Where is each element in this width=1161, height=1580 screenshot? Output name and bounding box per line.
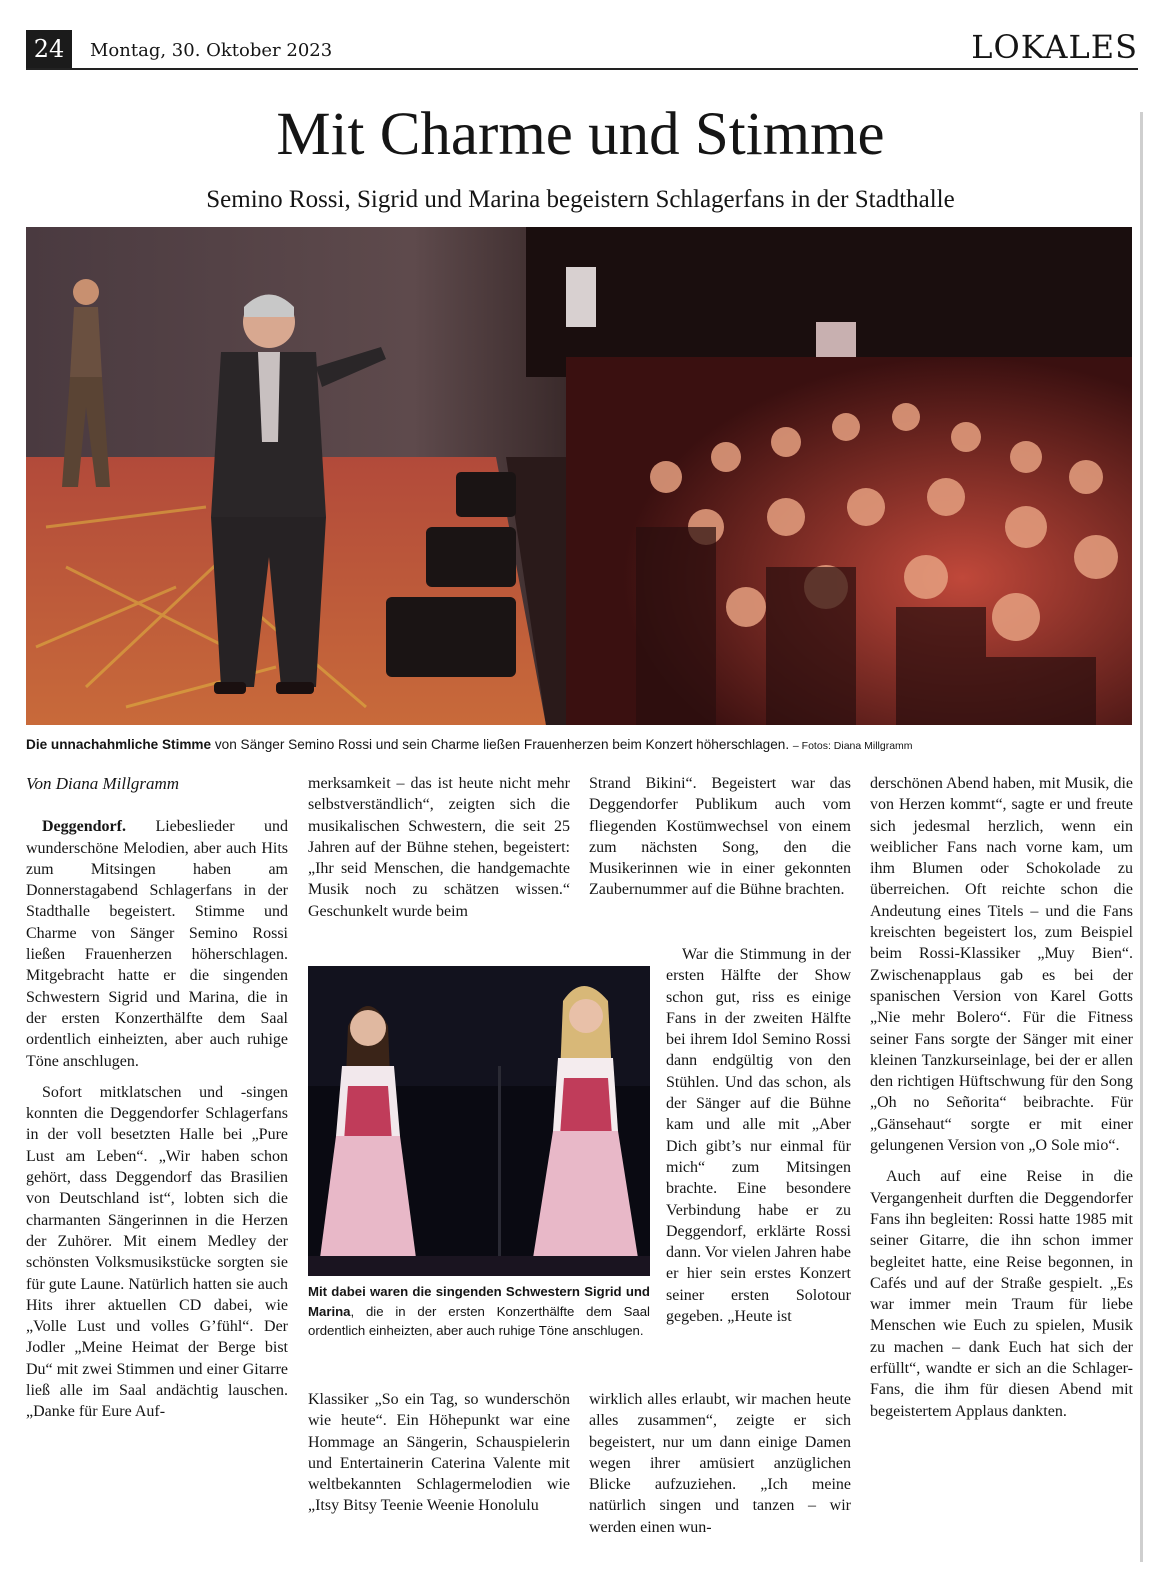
col1-paragraph-1: Liebeslieder und wunderschöne Melodien, aber auch Hits zum Mitsingen haben am Donnerstagabend Schlagerfans in der Stadthalle begeistert. Stimme und Charme von Sänger Semino Rossi ließen Frauenherzen höherschlagen. Mitgebracht hatte er die singenden Schwestern Sigrid und Marina, die in der ersten Konzerthälfte dem Saal ordentlich einheizten, aber auch ruhige Töne anschlugen. (26, 818, 288, 1070)
issue-date: Montag, 30. Oktober 2023 (90, 40, 333, 61)
subheadline: Semino Rossi, Sigrid und Marina begeistern Schlagerfans in der Stadthalle (206, 186, 955, 213)
inset-caption-lead: Mit dabei waren die singenden Schwestern Sigrid und Marina (308, 1284, 650, 1319)
article-column-4 (870, 773, 1133, 1422)
col3-paragraph-bottom: wirklich alles erlaubt, wir machen heute alles zusammen“, zeigte er sich begeistert, nur um dann einige Damen wegen ihrer amüsiert anzüglichen Blicke aufzuziehen. „Ich meine natürlich singen und tanzen – wir werden einen wun- (589, 1391, 851, 1536)
section-title: LOKALES (971, 28, 1138, 66)
article-column-2-bottom (308, 1389, 570, 1517)
col2-paragraph-bottom: Klassiker „So ein Tag, so wunderschön wie heute“. Ein Höhepunkt war eine Hommage an Sängerin, Schauspielerin und Entertainerin Caterina Valente mit weltbekannten Schlagermelodien wie „Itsy Bitsy Teenie Weenie Honolulu (308, 1391, 570, 1515)
caption-text: von Sänger Semino Rossi und sein Charme ließen Frauenherzen beim Konzert höherschlagen. (211, 737, 790, 752)
photo-credit: – Fotos: Diana Millgramm (792, 740, 913, 752)
col2-paragraph-top: merksamkeit – das ist heute nicht mehr selbstverständlich“, zeigten sich die musikalischen Schwestern, die seit 25 Jahren auf der Bühne stehen, begeistert: „Ihr seid Menschen, die handgemachte Musik noch zu schätzen wissen.“ Geschunkelt wurde beim (308, 775, 570, 920)
byline: Von Diana Millgramm (26, 774, 179, 793)
col1-paragraph-2: Sofort mitklatschen und -singen konnten die Deggendorfer Schlagerfans in der voll besetzten Halle bei „Pure Lust am Leben“. „Wir haben schon gehört, dass Deggendorf das Brasilien von Deutschland ist“, lobten sich die charmanten Sängerinnen in die Herzen der Zuhörer. Mit einem Medley der schönsten Volksmusikstücke sorgten sie für gute Laune. Natürlich hatten sie auch Hits ihrer aktuellen CD dabei, wie „Volle Lust und volles G’fühl“. Der Jodler „Meine Heimat der Berge bist Du“ mit zwei Stimmen und einer Gitarre ließ alle im Saal andächtig lauschen. „Danke für Eure Auf- (26, 1083, 288, 1421)
col3-paragraph-narrow: War die Stimmung in der ersten Hälfte der Show schon gut, riss es einige Fans in der zweiten Hälfte bei ihrem Idol Semino Rossi dann endgültig von den Stühlen. Und das schon, als der Sänger auf die Bühne kam und alle mit „Aber Dich gibt’s nur einmal für mich“ zum Mitsingen brachte. Eine besondere Verbindung habe er zu Deggendorf, erklärte Rossi dann. Vor vielen Jahren habe er hier sein erstes Konzert seiner ersten Solotour gegeben. „Heute ist (666, 946, 851, 1326)
inset-photo (308, 966, 650, 1276)
article-column-1 (26, 773, 288, 1423)
main-photo (26, 227, 1132, 725)
dateline: Deggendorf. (42, 818, 126, 836)
caption-lead: Die unnachahmliche Stimme (26, 737, 212, 752)
column-rule (1140, 112, 1143, 1562)
article-column-3-narrow (666, 944, 851, 1327)
article-column-3-top (589, 773, 851, 901)
page-number: 24 (26, 30, 72, 68)
main-photo-caption (26, 736, 1134, 755)
col4-paragraph-2: Auch auf eine Reise in die Vergangenheit durften die Deggendorfer Fans ihn begleiten: Rossi hatte 1985 mit seiner Gitarre, die ihn schon immer begleitet hatte, eine Reise begonnen, in Cafés und auf der Straße gespielt. „Es war immer mein Traum für liebe Menschen wie Euch zu spielen, Musik zu machen – dank Euch hat sich der erfüllt“, wandte er sich an die Schlager-Fans, die ihm für diesen Abend mit begeistertem Applaus dankten. (870, 1168, 1133, 1420)
article-column-2-top (308, 773, 570, 922)
col4-paragraph-1: derschönen Abend haben, mit Musik, die von Herzen kommt“, sagte er und freute sich jedesmal herzlich, wenn ein weiblicher Fans nach vorne kam, um ihm Blumen oder Schokolade zu überreichen. Oft reichte schon die Andeutung eines Titels – und die Fans kreischten begeistert los, zum Beispiel beim Rossi-Klassiker „Muy Bien“. Zwischenapplaus gab es bei der spanischen Version von Karel Gotts „Nie mehr Bolero“. Für die Fitness seiner Fans sorgte der Sänger mit einer kleinen Tanzkurseinlage, bei der er allen den richtigen Hüftschwung für den Song „Oh no Señorita“ beibrachte. Für „Gänsehaut“ sorgte er mit einer gelungenen Version von „O Sole mio“. (870, 775, 1133, 1155)
col3-paragraph-top: Strand Bikini“. Begeistert war das Deggendorfer Publikum auch vom fliegenden Kostümwechsel von einem zum nächsten Song, den die Musikerinnen wie in einer gekonnten Zaubernummer auf die Bühne brachten. (589, 775, 851, 899)
headline: Mit Charme und Stimme (276, 101, 885, 168)
inset-photo-caption (308, 1282, 650, 1341)
page-header (26, 30, 1138, 70)
article-column-3-bottom (589, 1389, 851, 1538)
inset-caption-text: , die in der ersten Konzerthälfte dem Saal ordentlich einheizten, aber auch ruhige Töne anschlugen. (308, 1303, 650, 1339)
